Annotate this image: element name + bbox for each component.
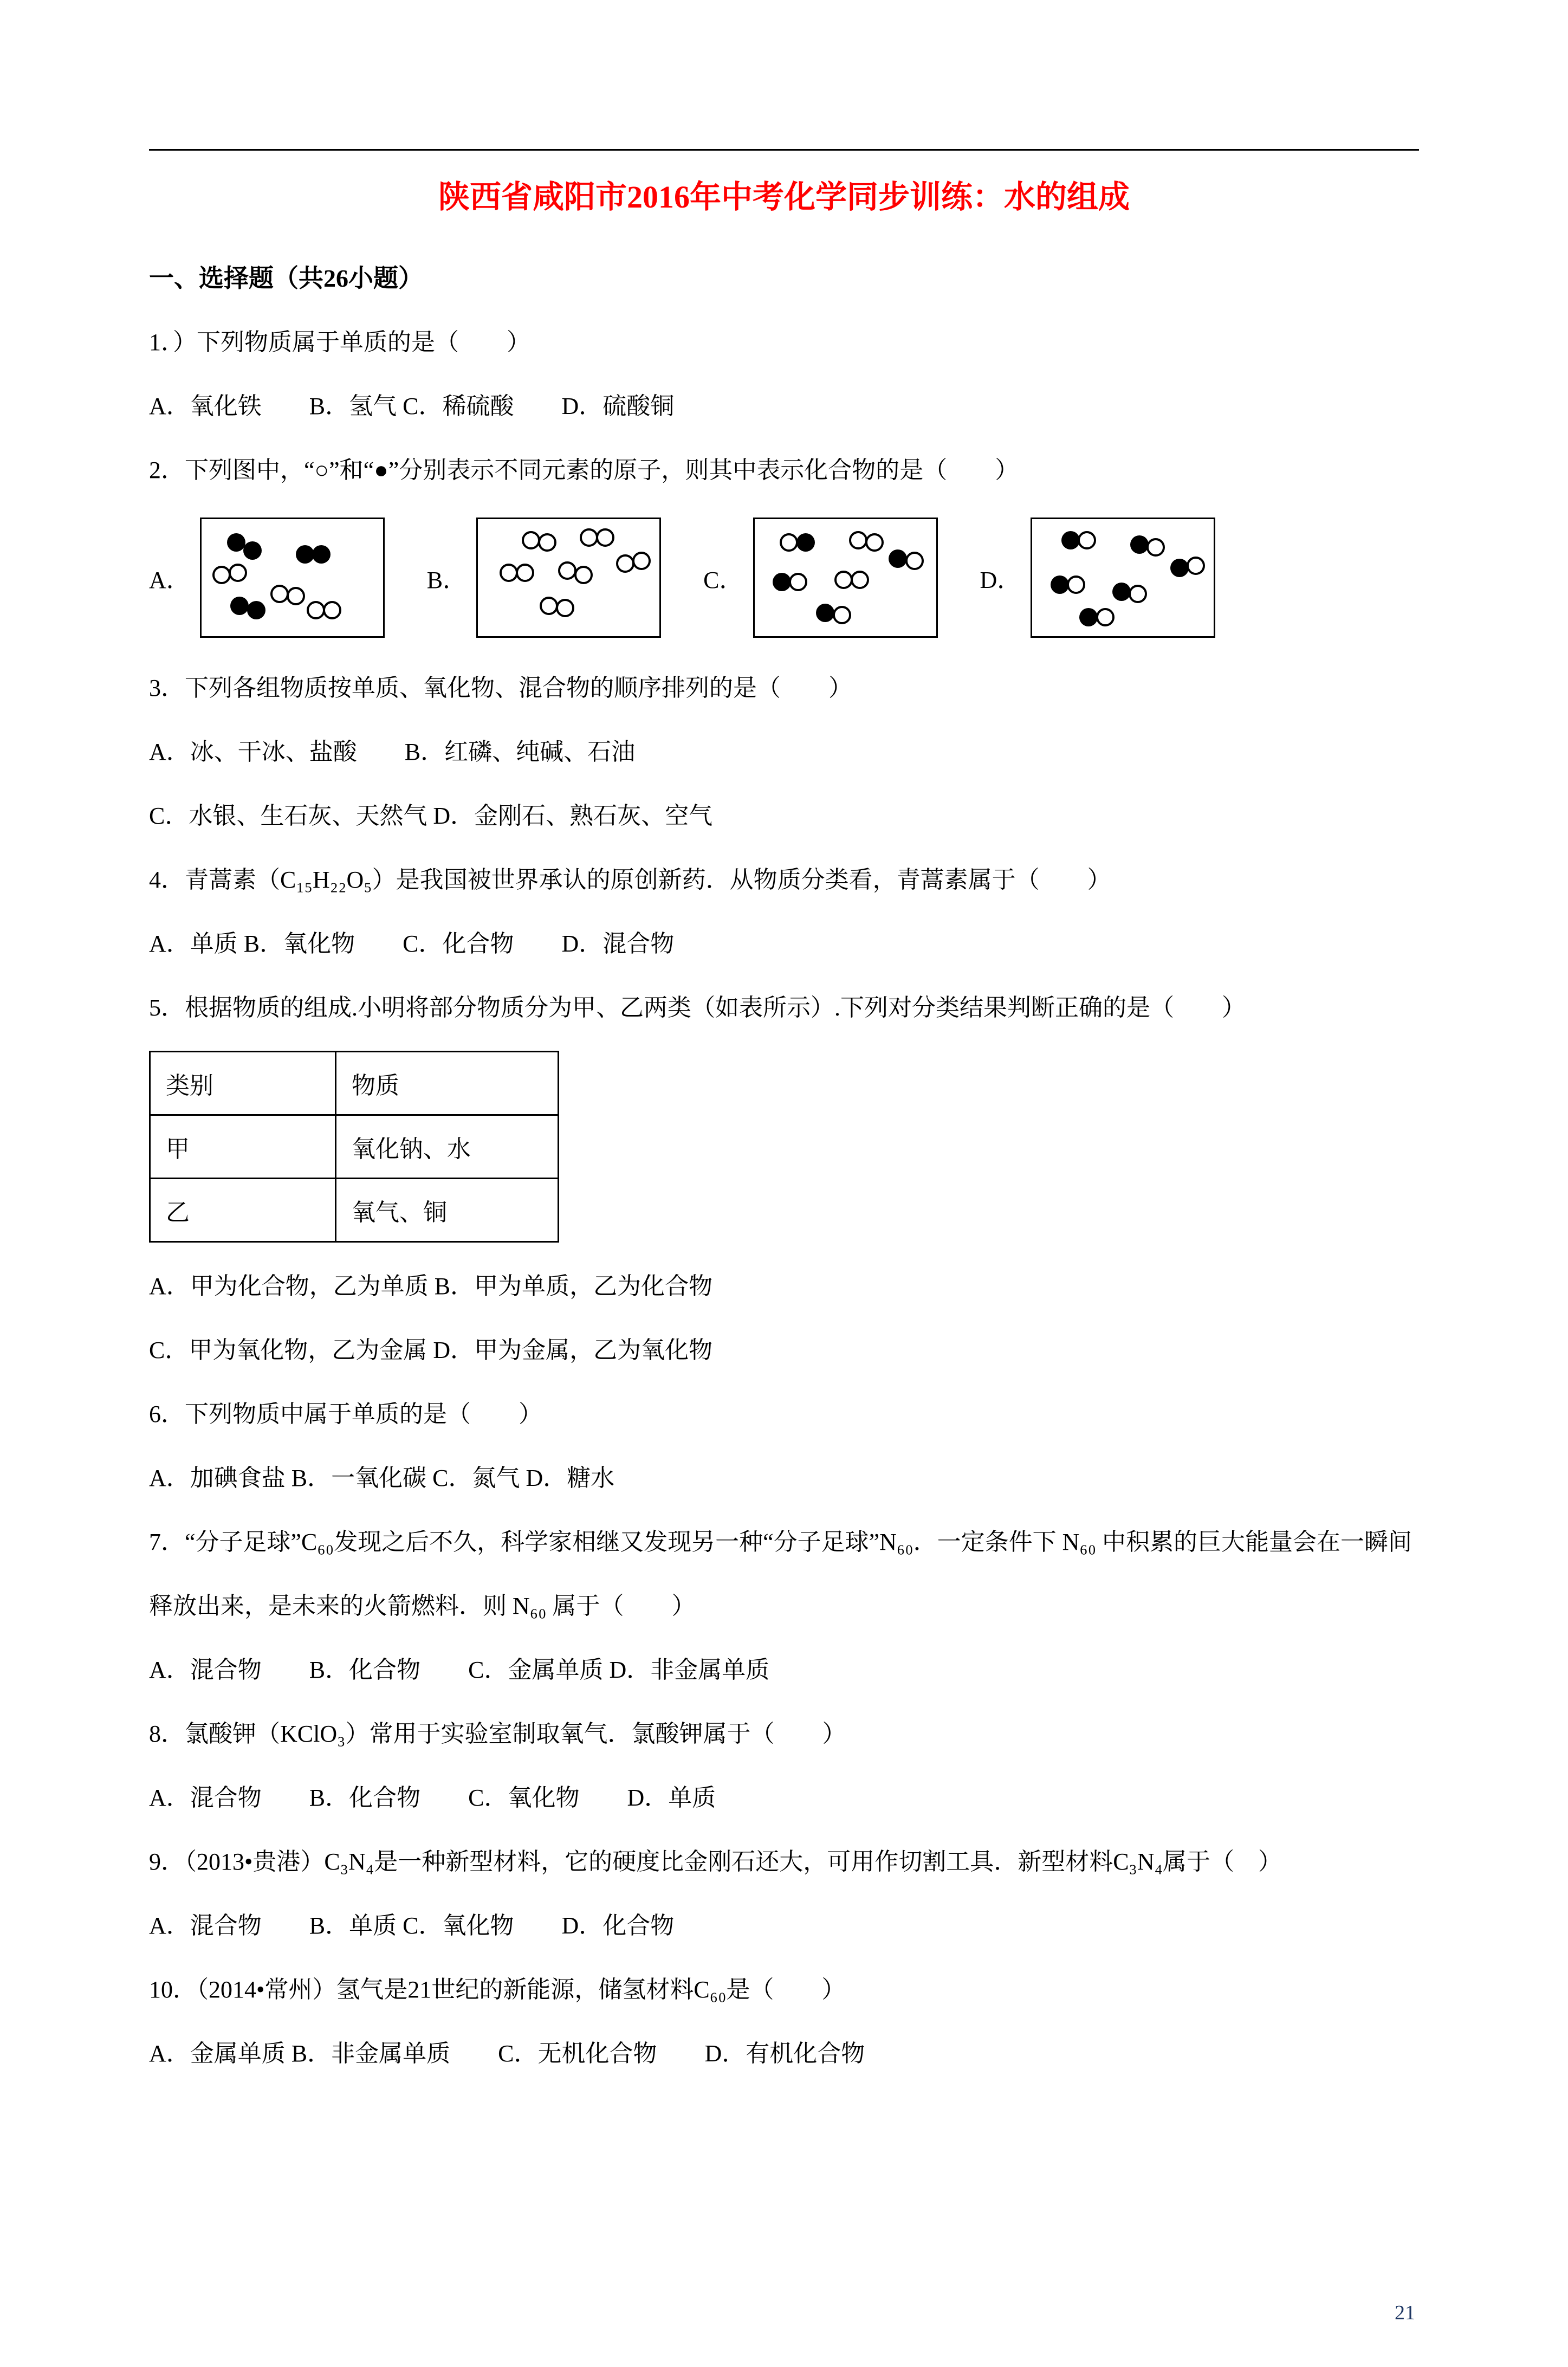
question-5-table bbox=[149, 1051, 559, 1243]
molecule-diagram-b bbox=[476, 518, 661, 638]
table-cell-category-jia: 甲 bbox=[150, 1115, 336, 1179]
atom-open bbox=[558, 561, 576, 580]
question-1-options: A．氧化铁 B．氢气 C．稀硫酸 D．硫酸铜 bbox=[149, 393, 675, 419]
atom-filled bbox=[1061, 531, 1080, 549]
atom-open bbox=[780, 533, 798, 552]
diagram-label-a: A． bbox=[149, 567, 190, 593]
atom-open bbox=[580, 528, 598, 547]
molecule-diagram-d bbox=[1031, 518, 1215, 638]
diagram-option-c bbox=[703, 518, 937, 638]
question-7-stem: 7．“分子足球”C₆₀发现之后不久，科学家相继又发现另一种“分子足球”N₆₀．一定条件下 N₆₀ 中积累的巨大能量会在一瞬间释放出来，是未来的火箭燃料．则 N₆₀ 属于（ ） bbox=[149, 1529, 1413, 1619]
question-10-options: A．金属单质 B．非金属单质 C．无机化合物 D．有机化合物 bbox=[149, 2040, 865, 2067]
atom-open bbox=[1078, 531, 1096, 549]
atom-open bbox=[540, 597, 558, 615]
table-cell-category-yi: 乙 bbox=[150, 1179, 336, 1242]
atom-filled bbox=[816, 604, 834, 622]
question-2-stem: 2．下列图中，“○”和“●”分别表示不同元素的原子，则其中表示化合物的是（ ） bbox=[149, 457, 1019, 483]
atom-open bbox=[851, 571, 869, 589]
atom-filled bbox=[247, 601, 265, 619]
question-8-options: A．混合物 B．化合物 C．氧化物 D．单质 bbox=[149, 1784, 716, 1811]
atom-filled bbox=[773, 573, 791, 591]
question-9-options: A．混合物 B．单质 C．氧化物 D．化合物 bbox=[149, 1912, 675, 1939]
atom-open bbox=[905, 552, 924, 570]
atom-open bbox=[1096, 608, 1115, 626]
atom-open bbox=[270, 585, 289, 603]
atom-filled bbox=[1130, 535, 1149, 554]
molecule-diagram-c bbox=[753, 518, 938, 638]
question-5-stem: 5．根据物质的组成.小明将部分物质分为甲、乙两类（如表所示）.下列对分类结果判断正确的是（ ） bbox=[149, 994, 1246, 1021]
page-number: 21 bbox=[1395, 2301, 1415, 2324]
table-cell-substance-yi: 氧气、铜 bbox=[336, 1179, 559, 1242]
diagram-option-a bbox=[149, 518, 385, 638]
question-8-stem: 8．氯酸钾（KClO₃）常用于实验室制取氧气．氯酸钾属于（ ） bbox=[149, 1721, 846, 1747]
atom-open bbox=[789, 573, 807, 591]
section-heading: 一、选择题（共26小题） bbox=[149, 264, 423, 292]
table-row bbox=[150, 1115, 559, 1179]
atom-filled bbox=[1079, 608, 1098, 626]
atom-open bbox=[500, 564, 518, 582]
question-6-stem: 6．下列物质中属于单质的是（ ） bbox=[149, 1401, 542, 1427]
diagram-option-b bbox=[427, 518, 661, 638]
question-3-options-line1: A．冰、干冰、盐酸 B．红磷、纯碱、石油 bbox=[149, 739, 636, 765]
atom-open bbox=[596, 528, 614, 547]
question-7-options: A．混合物 B．化合物 C．金属单质 D．非金属单质 bbox=[149, 1657, 770, 1683]
atom-open bbox=[849, 531, 867, 549]
question-2-diagrams bbox=[149, 518, 1419, 638]
atom-filled bbox=[889, 549, 907, 568]
diagram-label-b: B． bbox=[426, 567, 467, 593]
atom-filled bbox=[230, 597, 249, 615]
diagram-label-d: D． bbox=[980, 567, 1021, 593]
table-header-substance: 物质 bbox=[336, 1052, 559, 1115]
atom-open bbox=[287, 587, 305, 605]
atom-open bbox=[1187, 557, 1205, 575]
atom-open bbox=[865, 533, 884, 552]
atom-open bbox=[616, 554, 634, 573]
atom-open bbox=[556, 599, 574, 617]
table-header-category: 类别 bbox=[150, 1052, 336, 1115]
atom-filled bbox=[1051, 575, 1069, 594]
document-title: 陕西省咸阳市2016年中考化学同步训练：水的组成 bbox=[438, 179, 1130, 215]
document-page bbox=[0, 149, 1568, 2086]
table-header-row bbox=[150, 1052, 559, 1115]
atom-open bbox=[212, 566, 231, 584]
atom-filled bbox=[1112, 583, 1131, 601]
question-4-stem: 4．青蒿素（C₁₅H₂₂O₅）是我国被世界承认的原创新药．从物质分类看，青蒿素属于（ ） bbox=[149, 866, 1111, 893]
atom-open bbox=[522, 531, 540, 549]
question-5-options-line1: A．甲为化合物，乙为单质 B．甲为单质，乙为化合物 bbox=[149, 1273, 713, 1299]
atom-open bbox=[229, 564, 247, 582]
atom-open bbox=[1146, 538, 1165, 557]
atom-open bbox=[323, 601, 341, 619]
table-cell-substance-jia: 氧化钠、水 bbox=[336, 1115, 559, 1179]
diagram-option-d bbox=[980, 518, 1216, 638]
atom-open bbox=[834, 571, 853, 589]
question-1-stem: 1．）下列物质属于单质的是（ ） bbox=[149, 329, 530, 355]
question-3-stem: 3．下列各组物质按单质、氧化物、混合物的顺序排列的是（ ） bbox=[149, 675, 852, 701]
molecule-diagram-a bbox=[200, 518, 385, 638]
atom-filled bbox=[1170, 559, 1189, 577]
atom-open bbox=[1067, 575, 1085, 594]
atom-filled bbox=[243, 541, 262, 560]
question-4-options: A．单质 B．氧化物 C．化合物 D．混合物 bbox=[149, 930, 675, 957]
question-3-options-line2: C．水银、生石灰、天然气 D．金刚石、熟石灰、空气 bbox=[149, 803, 713, 829]
atom-open bbox=[538, 533, 556, 552]
atom-filled bbox=[796, 533, 815, 552]
question-6-options: A．加碘食盐 B．一氧化碳 C．氮气 D．糖水 bbox=[149, 1465, 615, 1491]
header-rule bbox=[149, 149, 1419, 151]
atom-filled bbox=[296, 545, 314, 564]
atom-open bbox=[632, 552, 651, 570]
question-9-stem: 9．（2013•贵港）C₃N₄是一种新型材料，它的硬度比金刚石还大，可用作切割工具．新型材料C₃N₄属于（ ） bbox=[149, 1848, 1282, 1875]
question-5-options-line2: C．甲为氧化物，乙为金属 D．甲为金属，乙为氧化物 bbox=[149, 1337, 713, 1363]
diagram-label-c: C． bbox=[703, 567, 743, 593]
atom-open bbox=[307, 601, 325, 619]
atom-filled bbox=[227, 533, 245, 552]
atom-open bbox=[1129, 585, 1147, 603]
atom-open bbox=[574, 566, 593, 584]
atom-open bbox=[833, 606, 851, 624]
atom-open bbox=[516, 564, 534, 582]
question-10-stem: 10．（2014•常州）氢气是21世纪的新能源，储氢材料C₆₀是（ ） bbox=[149, 1976, 846, 2003]
atom-filled bbox=[312, 545, 331, 564]
table-row bbox=[150, 1179, 559, 1242]
